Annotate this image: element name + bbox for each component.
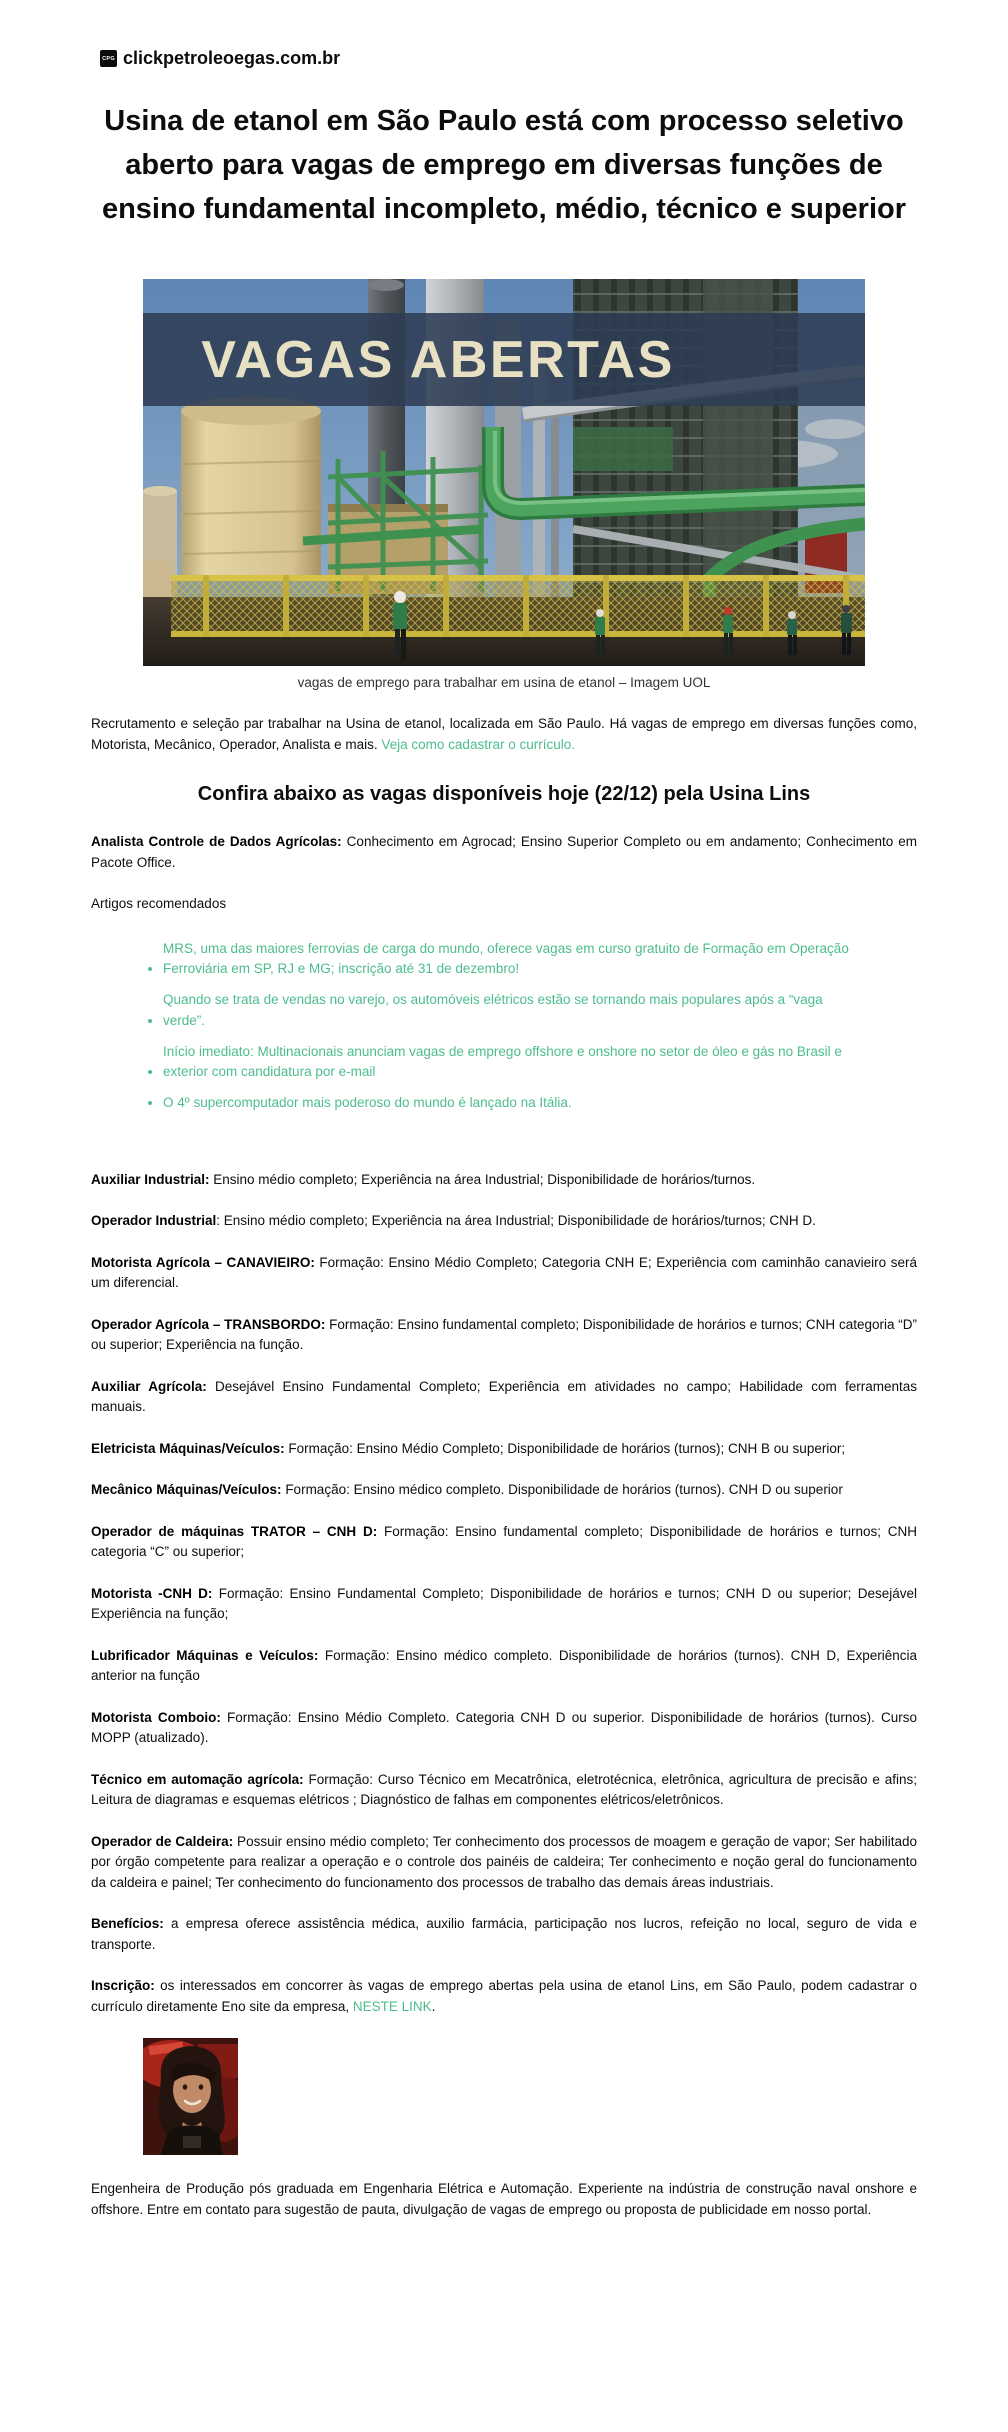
recommended-article-link[interactable]: O 4º supercomputador mais poderoso do mundo é lançado na Itália. — [163, 1095, 572, 1111]
job-paragraph — [91, 1315, 917, 1356]
job-title: Eletricista Máquinas/Veículos: — [91, 1440, 285, 1456]
job-paragraph — [91, 1170, 917, 1191]
ethanol-plant-illustration — [143, 279, 865, 666]
hero-figure — [143, 279, 865, 690]
inscricao-after: . — [431, 1998, 436, 2014]
recommended-list-item[interactable] — [163, 939, 917, 980]
job-paragraph — [91, 1522, 917, 1563]
job-desc: Desejável Ensino Fundamental Completo; Experiência em atividades no campo; Habilidade com ferramentas manuais. — [91, 1378, 917, 1415]
job-title: Motorista -CNH D: — [91, 1585, 213, 1601]
job-paragraph — [91, 1770, 917, 1811]
job-title: Operador de máquinas TRATOR – CNH D: — [91, 1523, 378, 1539]
section-heading: Confira abaixo as vagas disponíveis hoje (22/12) pela Usina Lins — [197, 783, 811, 806]
job-title: Técnico em automação agrícola: — [91, 1771, 304, 1787]
job-title: Motorista Comboio: — [91, 1709, 221, 1725]
site-name: clickpetroleoegas.com.br — [123, 48, 341, 68]
job-paragraph — [91, 1914, 917, 1955]
intro-text: Recrutamento e seleção par trabalhar na Usina de etanol, localizada em São Paulo. Há vagas de emprego em diversas funções como, Motorista, Mecânico, Operador, Analista e mais. — [91, 716, 917, 752]
job-title: Operador de Caldeira: — [91, 1833, 234, 1849]
inscricao-paragraph — [91, 1976, 917, 2017]
job-paragraph — [91, 1584, 917, 1625]
job-title: Benefícios: — [91, 1916, 164, 1932]
job-title: Analista Controle de Dados Agrícolas: — [91, 834, 342, 850]
job-title: Lubrificador Máquinas e Veículos: — [91, 1647, 319, 1663]
article — [0, 99, 1008, 2221]
recommended-list — [91, 939, 917, 1114]
job-paragraph — [91, 1646, 917, 1687]
job-desc: : Ensino médio completo; Experiência na área Industrial; Disponibilidade de horários/turnos; CNH D. — [216, 1213, 816, 1229]
job-desc: Formação: Ensino fundamental completo; Disponibilidade de horários e turnos; CNH categoria “C” ou superior; — [91, 1523, 917, 1560]
fence — [171, 575, 865, 637]
job-title: Mecânico Máquinas/Veículos: — [91, 1482, 282, 1498]
recommended-article-link[interactable]: MRS, uma das maiores ferrovias de carga do mundo, oferece vagas em curso gratuito de Formação em Operação Ferroviária em SP, RJ e MG; inscrição até 31 de dezembro! — [163, 940, 849, 977]
job-paragraph-analista — [91, 832, 917, 873]
job-desc: a empresa oferece assistência médica, auxilio farmácia, participação nos lucros, refeição no local, seguro de vida e transporte. — [91, 1916, 917, 1952]
intro-register-link[interactable]: Veja como cadastrar o currículo. — [381, 736, 575, 752]
recommended-article-link[interactable]: Início imediato: Multinacionais anunciam vagas de emprego offshore e onshore no setor de óleo e gás no Brasil e exterior com candidatura por e-mail — [163, 1043, 842, 1080]
job-desc: Ensino médio completo; Experiência na área Industrial; Disponibilidade de horários/turnos. — [209, 1171, 756, 1187]
job-desc: Formação: Curso Técnico em Mecatrônica, eletrotécnica, eletrônica, agricultura de precisão e afins; Leitura de diagramas e esquemas elétricos ; Diagnóstico de falhas em componentes elétricos/eletrônicos. — [91, 1771, 917, 1808]
intro-paragraph — [91, 714, 917, 755]
hero-overlay-text: VAGAS ABERTAS — [201, 331, 675, 390]
job-paragraph — [91, 1832, 917, 1894]
hero-image — [143, 279, 865, 666]
job-desc: Formação: Ensino médico completo. Disponibilidade de horários (turnos). CNH D, Experiência anterior na função — [91, 1647, 917, 1684]
recommended-article-link[interactable]: Quando se trata de vendas no varejo, os automóveis elétricos estão se tornando mais populares após a “vaga verde”. — [163, 992, 823, 1028]
author-bio: Engenheira de Produção pós graduada em Engenharia Elétrica e Automação. Experiente na indústria de construção naval onshore e offshore. Entre em contato para sugestão de pauta, divulgação de vagas de emprego ou proposta de publicidade em nosso portal. — [91, 2181, 917, 2217]
job-title: Operador Agrícola – TRANSBORDO: — [91, 1316, 326, 1332]
job-title: Auxiliar Agrícola: — [91, 1378, 207, 1394]
job-paragraph — [91, 1211, 917, 1232]
recommended-label: Artigos recomendados — [91, 896, 227, 912]
hero-caption: vagas de emprego para trabalhar em usina de etanol – Imagem UOL — [297, 675, 711, 691]
job-paragraph — [91, 1480, 917, 1501]
inscricao-lead: Inscrição: — [91, 1978, 155, 1994]
inscricao-text: os interessados em concorrer às vagas de emprego abertas pela usina de etanol Lins, em São Paulo, podem cadastrar o currículo diretamente Eno site da empresa, — [91, 1978, 917, 2014]
site-logo-icon: CPG — [100, 50, 117, 67]
job-title: Auxiliar Industrial: — [91, 1171, 210, 1187]
site-header — [0, 0, 1008, 69]
author-photo — [143, 2038, 238, 2155]
job-title: Motorista Agrícola – CANAVIEIRO: — [91, 1254, 315, 1270]
job-paragraph — [91, 1439, 917, 1460]
job-paragraph — [91, 1708, 917, 1749]
job-desc: Formação: Ensino Médio Completo; Categoria CNH E; Experiência com caminhão canavieiro será um diferencial. — [91, 1254, 917, 1291]
recommended-list-item[interactable] — [163, 1093, 917, 1113]
author-portrait-illustration — [143, 2038, 238, 2155]
job-desc: Conhecimento em Agrocad; Ensino Superior Completo ou em andamento; Conhecimento em Pacote Office. — [91, 834, 918, 870]
job-desc: Possuir ensino médio completo; Ter conhecimento dos processos de moagem e geração de vapor; Ser habilitado por órgão competente para realizar a operação e o controle dos painéis de caldeira; Ter conhecimento e noção geral do funcionamento da caldeira e painel; Ter conhecimento do funcionamento dos processos de trabalho das demais áreas industriais. — [91, 1833, 917, 1890]
job-desc: Formação: Ensino médico completo. Disponibilidade de horários (turnos). CNH D ou superior — [281, 1482, 843, 1498]
jobs-section — [91, 1170, 917, 1956]
job-desc: Formação: Ensino Médio Completo. Categoria CNH D ou superior. Disponibilidade de horários (turnos). Curso MOPP (atualizado). — [91, 1709, 917, 1746]
job-paragraph — [91, 1377, 917, 1418]
job-desc: Formação: Ensino Fundamental Completo; Disponibilidade de horários e turnos; CNH D ou superior; Desejável Experiência na função; — [91, 1585, 917, 1622]
job-desc: Formação: Ensino Médio Completo; Disponibilidade de horários (turnos); CNH B ou superior; — [284, 1440, 846, 1456]
recommended-list-item[interactable] — [163, 990, 917, 1031]
job-paragraph — [91, 1253, 917, 1294]
job-desc: Formação: Ensino fundamental completo; Disponibilidade de horários e turnos; CNH categoria “D” ou superior; Experiência na função. — [91, 1316, 918, 1353]
recommended-list-item[interactable] — [163, 1042, 917, 1083]
inscricao-link[interactable]: NESTE LINK — [352, 1998, 432, 2014]
article-title: Usina de etanol em São Paulo está com processo seletivo aberto para vagas de emprego em diversas funções de ensino fundamental incompleto, médio, técnico e superior — [101, 105, 907, 226]
job-title: Operador Industrial — [91, 1213, 217, 1229]
